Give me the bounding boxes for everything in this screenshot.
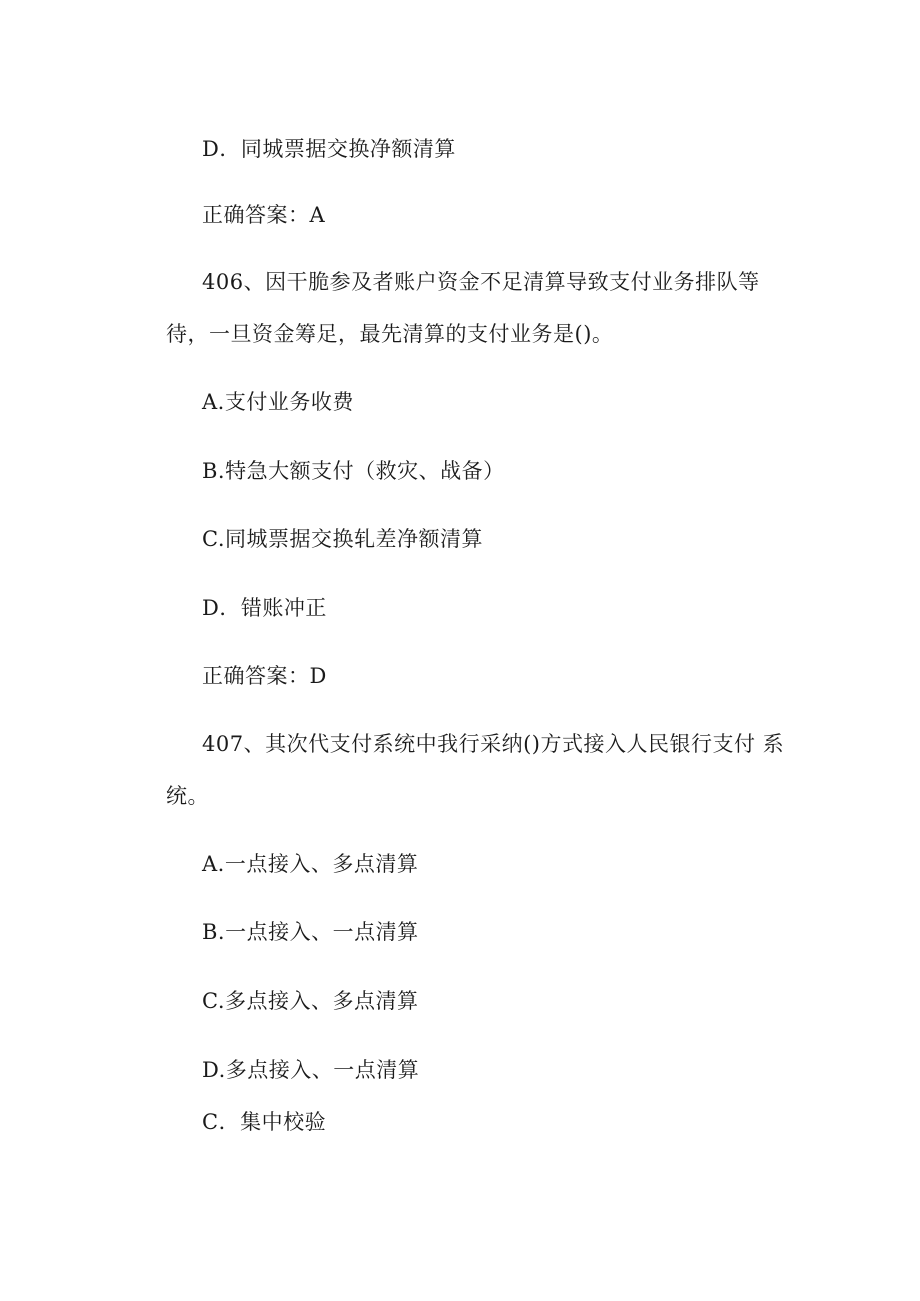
question-407-option-b: B.一点接入、一点清算 [202, 920, 419, 944]
question-406-option-a: A.支付业务收费 [202, 390, 354, 414]
question-406-option-c: C.同城票据交换轧差净额清算 [202, 527, 483, 551]
question-407-stem-line2: 统。 [166, 784, 209, 808]
question-406-option-b: B.特急大额支付（救灾、战备） [202, 459, 505, 483]
question-407-option-extra: C．集中校验 [202, 1110, 327, 1134]
question-407-option-c: C.多点接入、多点清算 [202, 989, 419, 1013]
question-406-stem-line1: 406、因干脆参及者账户资金不足清算导致支付业务排队等 [202, 270, 760, 294]
correct-answer-text: 正确答案：A [202, 203, 326, 227]
question-406-option-d: D．错账冲正 [202, 596, 327, 620]
question-407-option-d: D.多点接入、一点清算 [202, 1058, 420, 1082]
option-d-text: D．同城票据交换净额清算 [202, 137, 456, 161]
question-406-correct-answer: 正确答案：D [202, 664, 327, 688]
question-406-stem-line2: 待，一旦资金筹足，最先清算的支付业务是()。 [166, 322, 614, 346]
question-407-stem-line1: 407、其次代支付系统中我行采纳()方式接入人民银行支付 系 [202, 732, 785, 756]
question-407-option-a: A.一点接入、多点清算 [202, 852, 419, 876]
